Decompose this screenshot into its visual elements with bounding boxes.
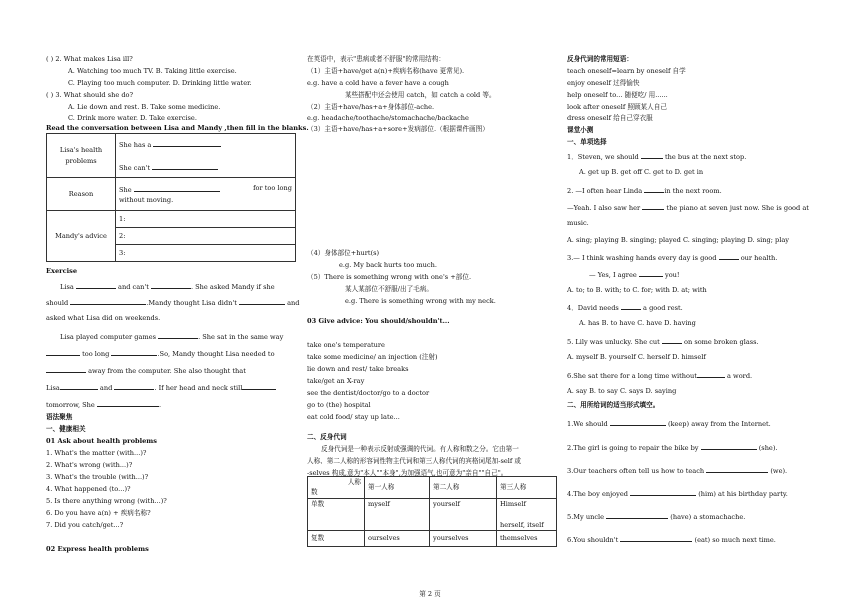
fill-question-6: 6.You shouldn't (eat) so much next time. [567, 536, 776, 544]
section-fill: 二、用所给词的适当形式填空。 [567, 401, 660, 409]
choice-options-1: A. get up B. get off C. get to D. get in [579, 168, 704, 176]
pronoun-cell: Himself herself, itself [497, 499, 557, 531]
subsection-01: 01 Ask about health problems [46, 437, 157, 445]
pattern-2-example: e.g. headache/toothache/stomachache/backache [307, 114, 469, 122]
grammar-title: 语法聚焦 [46, 413, 73, 421]
section-choice: 一、单项选择 [567, 138, 607, 146]
fill-question-2: 2.The girl is going to repair the bike by (she). [567, 444, 778, 452]
ask-item: 5. Is there anything wrong (with...)? [46, 497, 167, 505]
health-problems-label: Lisa's health problems [47, 134, 116, 178]
choice-question-2-reply-end: music. [567, 219, 589, 227]
reason-label: Reason [47, 178, 116, 211]
pattern-5-example: e.g. There is something wrong with my neck. [345, 297, 496, 305]
exercise-line-2: should .Mandy thought Lisa didn't and [46, 299, 300, 307]
advice-item: take some medicine/ an injection (注射) [307, 353, 438, 361]
pattern-5-chinese: 某人某部位不舒服/出了毛病。 [345, 285, 433, 293]
choice-question-3-reply: — Yes, I agree you! [589, 271, 680, 279]
section-reflexive: 二、反身代词 [307, 433, 347, 441]
blank [152, 163, 218, 170]
phrase-item: help oneself to... 随便吃/ 用...... [567, 91, 668, 99]
exercise-line-3: asked what Lisa did on weekends. [46, 314, 161, 322]
advice-2: 2: [116, 228, 296, 245]
pattern-5: （5）There is something wrong with one's +部位. [307, 273, 472, 281]
advice-3: 3: [116, 245, 296, 262]
phrase-item: look after oneself 照顾某人自己 [567, 103, 667, 111]
subsection-02: 02 Express health problems [46, 545, 149, 553]
reason-cell: She for too long without moving. [116, 178, 296, 211]
phrase-item: enjoy oneself 过得愉快 [567, 79, 640, 87]
question-3: ( ) 3. What should she do? [46, 91, 134, 99]
health-problems-cell: She has a She can't [116, 134, 296, 178]
exercise-line-6: away from the computer. She also thought that [46, 366, 246, 375]
choice-question-3: 3.— I think washing hands every day is good our health. [567, 254, 778, 262]
fill-question-4: 4.The boy enjoyed (him) at his birthday party. [567, 490, 788, 498]
pronoun-table [307, 476, 557, 547]
pattern-4: （4）身体部位+hurt(s) [307, 249, 380, 257]
exercise-line-1: Lisa and can't . She asked Mandy if she [60, 283, 275, 291]
ask-item: 6. Do you have a(n) + 疾病名称? [46, 509, 151, 517]
ask-item: 3. What's the trouble (with...)? [46, 473, 149, 481]
choice-question-2-reply: —Yeah. I also saw her the piano at seven just now. She is good at [567, 204, 809, 212]
question-2-options-ab: A. Watching too much TV. B. Taking little exercise. [68, 67, 237, 75]
blank [153, 140, 221, 147]
pattern-3: （3）主语+have/has+a+sore+发病部位.（根据课件画图） [307, 125, 489, 133]
phrases-title: 反身代词的常用短语： [567, 55, 633, 63]
pronoun-cell: myself [365, 499, 430, 531]
question-3-options-ab: A. Lie down and rest. B. Take some medicine. [68, 103, 221, 111]
advice-item: go to (the) hospital [307, 401, 371, 409]
advice-item: see the dentist/doctor/go to a doctor [307, 389, 430, 397]
question-2: ( ) 2. What makes Lisa ill? [46, 55, 133, 63]
exercise-line-8: tomorrow, She . [46, 401, 162, 409]
advice-item: take/get an X-ray [307, 377, 365, 385]
choice-options-4: A. has B. to have C. have D. having [579, 319, 696, 327]
pattern-2: （2）主语+have/has+a+身体部位-ache. [307, 103, 435, 111]
reflexive-desc-2: 人称、第二人称的形容词性物主代词和第三人称代词的宾格词尾加-self 或 [307, 457, 521, 465]
pronoun-cell: yourself [430, 499, 497, 531]
pronoun-cell: yourselves [430, 531, 497, 547]
pattern-1: （1）主语+have/get a(n)+疾病名称(have 更常见). [307, 67, 465, 75]
question-3-options-cd: C. Drink more water. D. Take exercise. [68, 114, 197, 122]
choice-options-6: A. say B. to say C. says D. saying [567, 387, 677, 395]
health-intro: 在英语中，表示"患病或者不舒服"的常用结构： [307, 55, 445, 63]
singular-label: 单数 [308, 499, 365, 531]
pattern-1-example: e.g. have a cold have a fever have a cough [307, 79, 449, 87]
advice-item: lie down and rest/ take breaks [307, 365, 409, 373]
reflexive-desc-1: 反身代词是一种表示反射或强调的代词。有人称和数之分。它由第一 [321, 445, 519, 453]
exercise-title: Exercise [46, 267, 78, 275]
phrase-item: teach oneself=learn by oneself 自学 [567, 67, 686, 75]
page-number: 第 2 页 [419, 590, 441, 598]
ask-item: 2. What's wrong (with...)? [46, 461, 133, 469]
reading-heading: Read the conversation between Lisa and Mandy ,then fill in the blanks. [46, 124, 309, 132]
blank [134, 185, 220, 192]
lisa-table [46, 133, 296, 262]
third-person-header: 第三人称 [497, 477, 557, 499]
quiz-title: 课堂小测 [567, 126, 594, 134]
question-2-options-cd: C. Playing too much computer. D. Drinking little water. [68, 79, 252, 87]
ask-item: 1. What's the matter (with...)? [46, 449, 147, 457]
pronoun-cell: themselves [497, 531, 557, 547]
person-number-header: 人称 数 [308, 477, 365, 499]
advice-1: 1: [116, 211, 296, 228]
phrase-item: dress oneself 给自己穿衣服 [567, 114, 653, 122]
pronoun-cell: ourselves [365, 531, 430, 547]
fill-question-5: 5.My uncle (have) a stomachache. [567, 513, 746, 521]
choice-question-5: 5. Lily was unlucky. She cut on some broken glass. [567, 338, 759, 346]
choice-question-6: 6.She sat there for a long time without a word. [567, 372, 753, 380]
plural-label: 复数 [308, 531, 365, 547]
fill-question-3: 3.Our teachers often tell us how to teach (we). [567, 467, 788, 475]
pattern-4-example: e.g. My back hurts too much. [339, 261, 437, 269]
choice-options-3: A. to; to B. with; to C. for; with D. at; with [567, 286, 707, 294]
advice-item: eat cold food/ stay up late... [307, 413, 400, 421]
ask-item: 4. What happened (to...)? [46, 485, 131, 493]
choice-question-1: 1．Steven, we should the bus at the next stop. [567, 153, 747, 161]
fill-question-1: 1.We should (keep) away from the Internet. [567, 420, 771, 428]
advice-item: take one's temperature [307, 341, 385, 349]
second-person-header: 第二人称 [430, 477, 497, 499]
exercise-line-7: Lisa and . If her head and neck still [46, 383, 276, 392]
reflexive-desc-3: -selves 构成,意为"本人""本身",为加强语气,也可意为"亲自""自己"。 [307, 469, 508, 477]
advice-label: Mandy's advice [47, 211, 116, 262]
choice-question-4: 4．David needs a good rest. [567, 304, 683, 312]
exercise-line-4: Lisa played computer games . She sat in the same way [60, 333, 284, 341]
subsection-03: 03 Give advice: You should/shouldn't... [307, 317, 450, 325]
ask-item: 7. Did you catch/get...? [46, 521, 124, 529]
section-health: 一、健康相关 [46, 425, 86, 433]
choice-options-5: A. myself B. yourself C. herself D. himself [567, 353, 706, 361]
choice-options-2: A. sing; playing B. singing; played C. singing; playing D. sing; play [567, 236, 790, 244]
first-person-header: 第一人称 [365, 477, 430, 499]
exercise-line-5: too long .So, Mandy thought Lisa needed to [46, 349, 275, 358]
pattern-1-note: 某些搭配中还会使用 catch，如 catch a cold 等。 [345, 91, 496, 99]
choice-question-2: 2. —I often hear Linda in the next room. [567, 187, 722, 195]
